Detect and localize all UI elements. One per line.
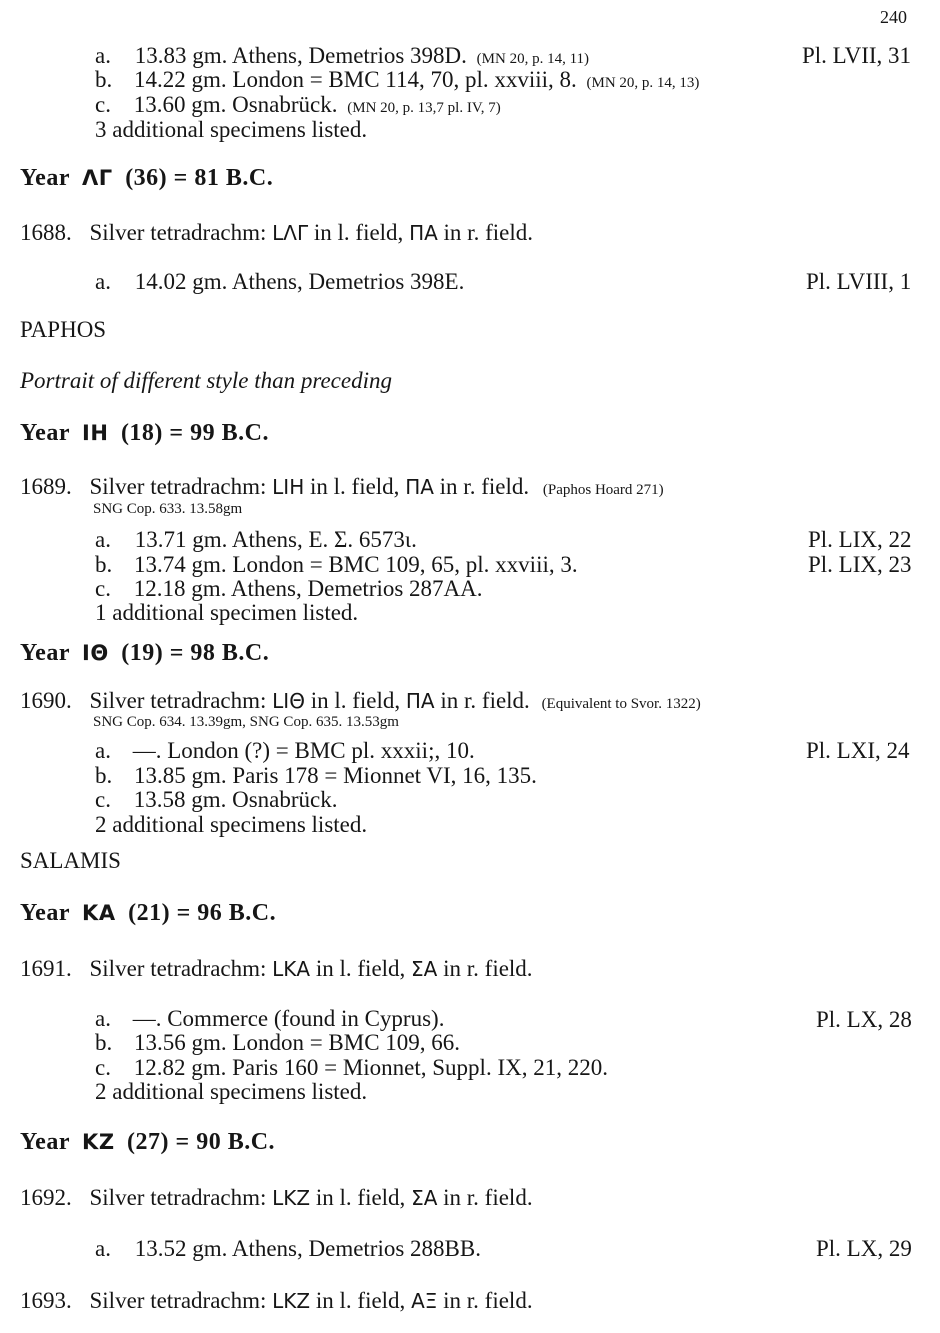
reference-note: (Equivalent to Svor. 1322) (541, 696, 701, 712)
additional-specimens: 2 additional specimens listed. (95, 812, 368, 837)
left-field-mark: LΛΓ (272, 221, 309, 245)
specimen-row (95, 1031, 460, 1054)
year-date: (19) = 98 B.C. (121, 640, 270, 666)
specimen-text: —. Commerce (found in Cyprus). (132, 1006, 445, 1031)
sng-reference: SNG Cop. 633. 13.58gm (93, 501, 243, 517)
plate-reference: Pl. LVIII, 1 (806, 269, 912, 294)
reference-note: (MN 20, p. 14, 13) (586, 75, 700, 91)
specimen-row (95, 1056, 608, 1079)
entry-description: in r. field. (440, 688, 530, 713)
specimen-letter: a. (95, 269, 111, 294)
specimen-row (95, 68, 699, 91)
entry-description: Silver tetradrachm: (89, 1288, 267, 1313)
right-field-mark: ΠΑ (405, 475, 434, 499)
year-label: Year (20, 640, 70, 666)
entry-description: Silver tetradrachm: (89, 1185, 267, 1210)
entry-description: in l. field, (310, 688, 401, 713)
entry-description: Silver tetradrachm: (89, 220, 267, 245)
catalog-entry (20, 1186, 533, 1209)
specimen-text: 13.71 gm. Athens, E. Σ. 6573ι. (134, 527, 417, 552)
left-field-mark: LΚΖ (272, 1289, 311, 1313)
entry-number: 1689. (20, 474, 72, 499)
entry-number: 1692. (20, 1185, 72, 1210)
catalog-entry (20, 475, 664, 498)
additional-specimens: 2 additional specimens listed. (95, 1079, 368, 1104)
entry-description: in r. field. (443, 1185, 533, 1210)
catalog-entry (20, 957, 533, 980)
specimen-letter: b. (95, 552, 113, 577)
entry-description: in l. field, (315, 1288, 406, 1313)
year-label: Year (20, 900, 70, 926)
specimen-letter: a. (95, 43, 111, 68)
specimen-letter: a. (95, 527, 111, 552)
entry-description: in l. field, (313, 220, 404, 245)
catalog-entry (20, 689, 701, 712)
year-date: (27) = 90 B.C. (127, 1129, 276, 1155)
left-field-mark: LΚΖ (272, 1186, 311, 1210)
year-greek: ΚΖ (82, 1130, 115, 1154)
specimen-letter: c. (95, 92, 111, 117)
specimen-row (95, 739, 475, 762)
year-greek: ΛΓ (82, 166, 113, 190)
plate-reference: Pl. LVII, 31 (802, 43, 912, 68)
entry-description: Silver tetradrachm: (89, 474, 267, 499)
specimen-text: —. London (?) = BMC pl. xxxii;, 10. (132, 738, 475, 763)
entry-number: 1693. (20, 1288, 72, 1313)
year-date: (36) = 81 B.C. (125, 165, 274, 191)
year-heading (20, 421, 269, 445)
right-field-mark: ΣΑ (411, 957, 438, 981)
left-field-mark: LΙΘ (272, 689, 305, 713)
plate-reference: Pl. LX, 28 (816, 1007, 912, 1032)
right-field-mark: ΑΞ (411, 1289, 438, 1313)
specimen-letter: a. (95, 1236, 111, 1261)
year-heading (20, 166, 273, 190)
specimen-row (95, 528, 417, 551)
year-date: (18) = 99 B.C. (120, 420, 269, 446)
left-field-mark: LΙΗ (272, 475, 305, 499)
year-label: Year (20, 165, 70, 191)
section-heading: SALAMIS (20, 848, 121, 873)
year-heading (20, 1130, 275, 1154)
specimen-letter: a. (95, 738, 111, 763)
year-heading (20, 901, 276, 925)
right-field-mark: ΠΑ (405, 689, 435, 713)
specimen-text: 13.52 gm. Athens, Demetrios 288BB. (134, 1236, 481, 1261)
specimen-text: 12.18 gm. Athens, Demetrios 287AA. (133, 576, 483, 601)
specimen-row (95, 93, 501, 116)
additional-specimens: 3 additional specimens listed. (95, 117, 368, 142)
plate-reference: Pl. LIX, 22 (808, 527, 912, 552)
entry-description: in l. field, (310, 474, 400, 499)
specimen-row (95, 764, 537, 787)
additional-specimens: 1 additional specimen listed. (95, 600, 359, 625)
year-label: Year (20, 1129, 70, 1155)
entry-description: in l. field, (315, 956, 406, 981)
entry-description: Silver tetradrachm: (89, 688, 267, 713)
year-date: (21) = 96 B.C. (128, 900, 277, 926)
entry-description: Silver tetradrachm: (89, 956, 267, 981)
specimen-text: 13.85 gm. Paris 178 = Mionnet VI, 16, 135. (134, 763, 537, 788)
specimen-text: 14.02 gm. Athens, Demetrios 398E. (134, 269, 465, 294)
year-greek: ΙΘ (82, 641, 109, 665)
left-field-mark: LΚΑ (272, 957, 311, 981)
entry-number: 1688. (20, 220, 72, 245)
specimen-text: 13.58 gm. Osnabrück. (133, 787, 338, 812)
right-field-mark: ΠΑ (409, 221, 438, 245)
specimen-letter: b. (95, 763, 113, 788)
catalog-entry (20, 1289, 533, 1312)
specimen-letter: b. (95, 67, 113, 92)
specimen-row (95, 1237, 481, 1260)
specimen-letter: a. (95, 1006, 111, 1031)
entry-number: 1691. (20, 956, 72, 981)
year-label: Year (20, 420, 70, 446)
specimen-row (95, 44, 589, 67)
entry-description: in r. field. (443, 1288, 533, 1313)
specimen-row (95, 553, 578, 576)
plate-reference: Pl. LIX, 23 (808, 552, 912, 577)
specimen-text: 13.74 gm. London = BMC 109, 65, pl. xxviii, 3. (134, 552, 578, 577)
catalog-entry (20, 221, 533, 244)
specimen-text: 13.60 gm. Osnabrück. (133, 92, 338, 117)
reference-note: (MN 20, p. 14, 11) (476, 51, 590, 67)
section-note: Portrait of different style than preceding (20, 368, 392, 393)
year-greek: ΙΗ (82, 421, 109, 445)
year-greek: ΚΑ (82, 901, 116, 925)
plate-reference: Pl. LXI, 24 (806, 738, 910, 763)
specimen-letter: c. (95, 787, 111, 812)
specimen-row (95, 1007, 444, 1030)
reference-note: (Paphos Hoard 271) (542, 482, 664, 498)
page-number: 240 (880, 7, 907, 27)
entry-description: in l. field, (315, 1185, 406, 1210)
specimen-letter: b. (95, 1030, 113, 1055)
specimen-text: 13.83 gm. Athens, Demetrios 398D. (134, 43, 467, 68)
section-heading: PAPHOS (20, 317, 107, 342)
specimen-letter: c. (95, 1055, 111, 1080)
specimen-text: 13.56 gm. London = BMC 109, 66. (134, 1030, 461, 1055)
specimen-text: 12.82 gm. Paris 160 = Mionnet, Suppl. IX, 21, 220. (133, 1055, 608, 1080)
specimen-row (95, 788, 338, 811)
entry-description: in r. field. (439, 474, 530, 499)
sng-reference: SNG Cop. 634. 13.39gm, SNG Cop. 635. 13.53gm (93, 714, 399, 730)
specimen-row (95, 577, 483, 600)
specimen-text: 14.22 gm. London = BMC 114, 70, pl. xxviii, 8. (134, 67, 577, 92)
year-heading (20, 641, 269, 665)
entry-description: in r. field. (443, 956, 533, 981)
plate-reference: Pl. LX, 29 (816, 1236, 912, 1261)
specimen-row (95, 270, 464, 293)
entry-number: 1690. (20, 688, 72, 713)
entry-description: in r. field. (443, 220, 533, 245)
right-field-mark: ΣΑ (411, 1186, 438, 1210)
reference-note: (MN 20, p. 13,7 pl. IV, 7) (347, 100, 501, 116)
specimen-letter: c. (95, 576, 111, 601)
